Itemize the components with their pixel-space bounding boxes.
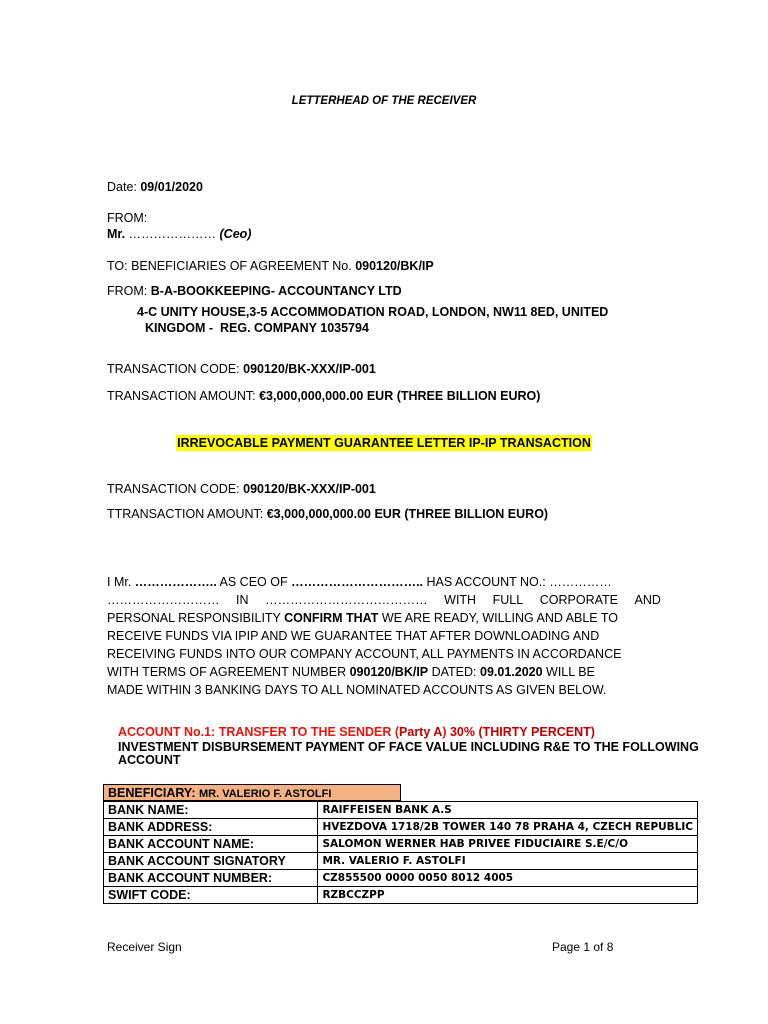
transaction-code-label: TRANSACTION CODE: [107,362,244,376]
account1-party: Party A [399,725,443,739]
para-text: AND [634,593,661,607]
para-text: WITH TERMS OF AGREEMENT NUMBER [107,665,350,679]
bank-key: BANK NAME: [104,802,318,819]
table-row [104,870,698,887]
account1-sub1: INVESTMENT DISBURSEMENT PAYMENT OF FACE VALUE INCLUDING R&E TO THE FOLLOWING [118,740,699,754]
bank-value: HVEZDOVA 1718/2B TOWER 140 78 PRAHA 4, CZECH REPUBLIC [318,819,698,836]
account1-heading-text: ) [442,725,450,739]
account1-sub2: ACCOUNT [118,753,181,767]
bank-key: BANK ACCOUNT NAME: [104,836,318,853]
para-text: WITH [444,593,477,607]
para-text: WE ARE READY, WILLING AND ABLE TO [378,611,619,625]
para-agreement: 090120/BK/IP [349,665,429,679]
date-label: Date: [107,180,141,194]
beneficiary-label: BENEFICIARY: [108,786,199,800]
para-text: FULL [492,593,524,607]
bank-value: CZ855500 0000 0050 8012 4005 [318,870,698,887]
table-row [104,802,698,819]
paragraph-line-7 [107,681,661,699]
para-dots: ……………………… [107,593,220,607]
to-agreement-number: 090120/BK/IP [355,259,434,273]
transaction-amount-value: €3,000,000,000.00 EUR (THREE BILLION EURO) [259,389,541,403]
para-dots: ………………………….. [291,575,424,589]
transaction-amount-line-2 [107,507,548,521]
transaction-code-line [107,362,376,376]
paragraph-line-5 [107,645,661,663]
from-label: FROM: [107,211,148,225]
date-line [107,180,203,194]
paragraph-line-6 [107,663,661,681]
bank-value: RAIFFEISEN BANK A.S [318,802,698,819]
table-row [104,819,698,836]
bank-value: MR. VALERIO F. ASTOLFI [318,853,698,870]
bank-key: BANK ADDRESS: [104,819,318,836]
paragraph-line-4 [107,627,661,645]
transaction-amount-line [107,389,540,403]
paragraph-line-3 [107,609,661,627]
footer-receiver-sign: Receiver Sign [107,940,182,954]
para-text: HAS ACCOUNT NO.: …………… [423,575,612,589]
table-row [104,836,698,853]
account1-percent: 30% (THIRTY PERCENT) [449,725,595,739]
company-address-line1: 4-C UNITY HOUSE,3-5 ACCOMMODATION ROAD, LONDON, NW11 8ED, UNITED [137,305,609,319]
paragraph-line-2 [107,591,661,609]
account1-heading [118,725,595,739]
transaction-code-value: 090120/BK-XXX/IP-001 [243,362,376,376]
bank-key: BANK ACCOUNT SIGNATORY [104,853,318,870]
from-dots: ………………… [128,227,217,241]
to-label: TO: BENEFICIARIES OF AGREEMENT No. [107,259,356,273]
confirmation-paragraph [107,573,661,699]
beneficiary-header [103,784,401,801]
para-text: MADE WITHIN 3 BANKING DAYS TO ALL NOMINATED ACCOUNTS AS GIVEN BELOW. [107,683,607,697]
transaction-code-value-2: 090120/BK-XXX/IP-001 [243,482,376,496]
guarantee-title: IRREVOCABLE PAYMENT GUARANTEE LETTER IP-IP TRANSACTION [177,436,591,450]
para-text: RECEIVING FUNDS INTO OUR COMPANY ACCOUNT, ALL PAYMENTS IN ACCORDANCE [107,647,622,661]
account1-heading-text: ACCOUNT No.1: TRANSFER TO THE SENDER ( [118,725,400,739]
para-text: DATED: [428,665,480,679]
table-row [104,853,698,870]
from-company-label: FROM: [107,284,151,298]
bank-details-table [103,801,698,904]
transaction-amount-label: TRANSACTION AMOUNT: [107,389,260,403]
para-text: PERSONAL RESPONSIBILITY [107,611,285,625]
transaction-amount-value-2: €3,000,000,000.00 EUR (THREE BILLION EURO) [266,507,549,521]
from-ceo: (Ceo) [216,227,252,241]
bank-value: SALOMON WERNER HAB PRIVEE FIDUCIAIRE S.E/C/O [318,836,698,853]
paragraph-line-1 [107,573,661,591]
company-address-line2: KINGDOM - REG. COMPANY 1035794 [145,321,369,335]
para-text: WILL BE [542,665,595,679]
para-text: IN [236,593,249,607]
to-line [107,259,434,273]
para-text: CORPORATE [539,593,618,607]
bank-key: SWIFT CODE: [104,887,318,904]
para-date: 09.01.2020 [480,665,543,679]
para-text: AS CEO OF [216,575,292,589]
from-person [107,227,251,241]
para-dots: ………………………………… [265,593,428,607]
date-value: 09/01/2020 [140,180,203,194]
company-name: B-A-BOOKKEEPING- ACCOUNTANCY LTD [150,284,402,298]
transaction-code-label-2: TRANSACTION CODE: [107,482,244,496]
transaction-amount-label-2: TTRANSACTION AMOUNT: [107,507,267,521]
bank-value: RZBCCZPP [318,887,698,904]
guarantee-title-wrap [0,434,768,452]
para-text: I Mr. [107,575,135,589]
bank-key: BANK ACCOUNT NUMBER: [104,870,318,887]
para-confirm: CONFIRM THAT [284,611,379,625]
letterhead-title: LETTERHEAD OF THE RECEIVER [291,95,477,107]
beneficiary-value: MR. VALERIO F. ASTOLFI [198,788,332,800]
from-company-line [107,284,402,298]
para-text: RECEIVE FUNDS VIA IPIP AND WE GUARANTEE THAT AFTER DOWNLOADING AND [107,629,600,643]
para-dots: ……………….. [134,575,217,589]
footer-page-number: Page 1 of 8 [552,940,614,954]
table-row [104,887,698,904]
from-mr: Mr. [107,227,129,241]
transaction-code-line-2 [107,482,376,496]
